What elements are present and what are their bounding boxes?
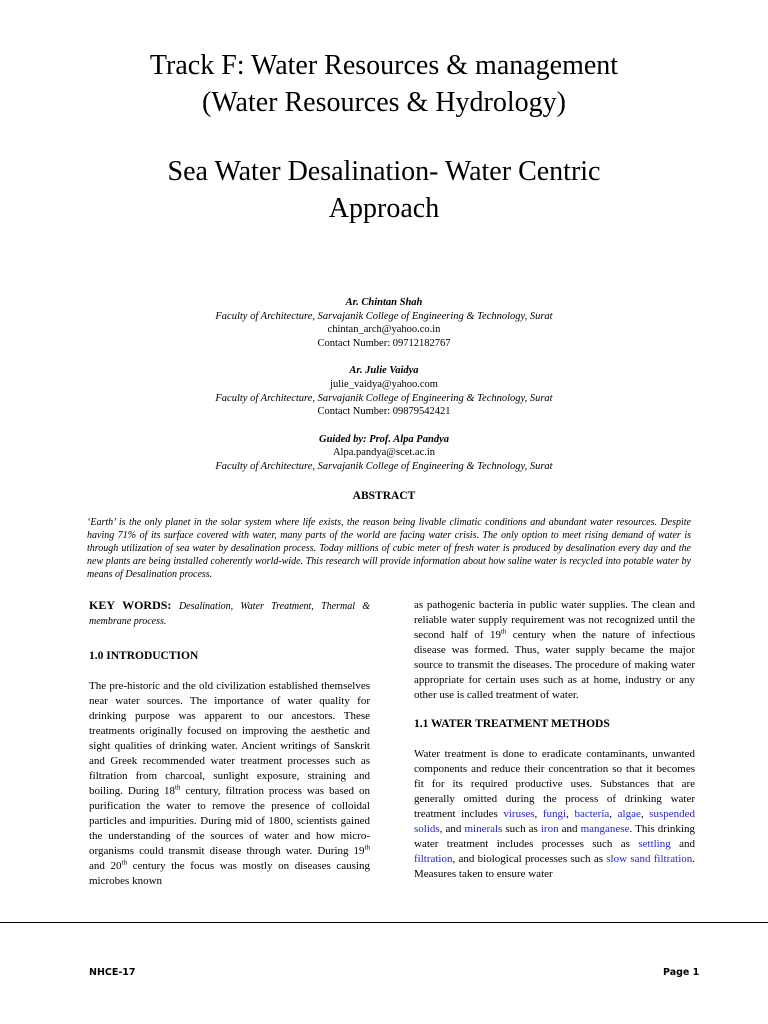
footer-page-number: Page 1 [663, 967, 700, 978]
abstract-text: ‘Earth’ is the only planet in the solar system where life exists, the reason being livable climatic conditions and abundant water resources. Despite having 71% of its surface covered with water, many parts of the world are facing water crisis. The only option to meet rising demand of water is through utilization of sea water by desalination process. Today millions of cubic meter of fresh water is produced by desalination every day and the new plants are being installed coherently world-wide. This research will provide information about how saline water is recycled into potable water by means of Desalination process. [87, 517, 691, 580]
link-fungi[interactable]: fungi [542, 808, 567, 820]
link-algae[interactable]: algae [617, 808, 641, 820]
intro-continuation: as pathogenic bacteria in public water supplies. The clean and reliable water supply requirement was not recognized until the second half of 19th century when the nature of infectious disease was formed. Thus, water supply became the major source to transmit the diseases. The procedure of making water appropriate for certain uses such as at home, industry or any other use is called treatment of water. [414, 599, 695, 701]
keywords [89, 598, 370, 629]
link-bacteria[interactable]: bacteria [574, 808, 610, 820]
footer-conference: NHCE-17 [89, 967, 136, 978]
author2-contact: Contact Number: 09879542421 [317, 406, 451, 418]
methods-paragraph: Water treatment is done to eradicate contaminants, unwanted components and reduce their concentration so that it becomes fit for its required productive uses. Substances that are generally omitted during the process of drinking water treatment includes viruses, fungi, bacteria, algae, suspended solids, and minerals such as iron and manganese. This drinking water treatment includes processes such as settling and filtration, and biological processes such as slow sand filtration. Measures taken to ensure water [414, 748, 695, 880]
guide-email: Alpa.pandya@scet.ac.in [332, 447, 436, 459]
author1-email: chintan_arch@yahoo.co.in [327, 324, 441, 336]
link-manganese[interactable]: manganese [580, 823, 630, 835]
footer-divider [0, 922, 768, 923]
keywords-text: Desalination, Water Treatment, Thermal & membrane process. [89, 601, 371, 627]
link-viruses[interactable]: viruses [503, 808, 535, 820]
right-column [414, 598, 695, 894]
authors-block [0, 296, 768, 474]
track-title: Track F: Water Resources & management [149, 50, 619, 81]
link-filtration[interactable]: filtration [414, 853, 453, 865]
guide-affiliation: Faculty of Architecture, Sarvajanik College of Engineering & Technology, Surat [215, 460, 553, 472]
methods-heading: 1.1 WATER TREATMENT METHODS [414, 718, 610, 730]
link-suspended-solids[interactable]: suspended solids [414, 808, 695, 835]
abstract-heading: ABSTRACT [352, 490, 416, 502]
author2-name: Ar. Julie Vaidya [349, 365, 419, 377]
intro-heading: 1.0 INTRODUCTION [89, 650, 199, 662]
keywords-label: KEY WORDS: [89, 598, 172, 612]
link-settling[interactable]: settling [638, 838, 671, 850]
author2-affiliation: Faculty of Architecture, Sarvajanik College of Engineering & Technology, Surat [215, 392, 553, 404]
paper-title-line-2: Approach [328, 193, 440, 224]
guide-name: Guided by: Prof. Alpa Pandya [319, 433, 449, 445]
author1-contact: Contact Number: 09712182767 [317, 337, 451, 349]
title-block [0, 47, 768, 227]
link-slow-sand-filtration[interactable]: slow sand filtration [606, 853, 693, 865]
author1-name: Ar. Chintan Shah [345, 297, 423, 308]
left-column [89, 598, 370, 901]
author1-affiliation: Faculty of Architecture, Sarvajanik College of Engineering & Technology, Surat [215, 310, 553, 322]
paper-title-line-1: Sea Water Desalination- Water Centric [167, 156, 601, 187]
author2-email: julie_vaidya@yahoo.com [330, 378, 438, 390]
link-iron[interactable]: iron [540, 823, 559, 835]
intro-paragraph: The pre-historic and the old civilization established themselves near water sources. The importance of water quality for drinking purpose was apparent to our ancestors. These treatments originally focused on improving the aesthetic and sight qualities of drinking water. Ancient writings of Sanskrit and Greek recommended water treatment processes such as filtration from charcoal, sunlight exposure, straining and boiling. During 18th century, filtration process was based on purification the water to remove the presence of colloidal particles and impurities. During mid of 1800, scientists gained the understanding of the sources of water and how micro-organisms could transmit disease through water. During 19th and 20th century the focus was mostly on diseases causing microbes known [89, 680, 371, 887]
track-subtitle: (Water Resources & Hydrology) [202, 87, 566, 118]
link-minerals[interactable]: minerals [464, 823, 503, 835]
